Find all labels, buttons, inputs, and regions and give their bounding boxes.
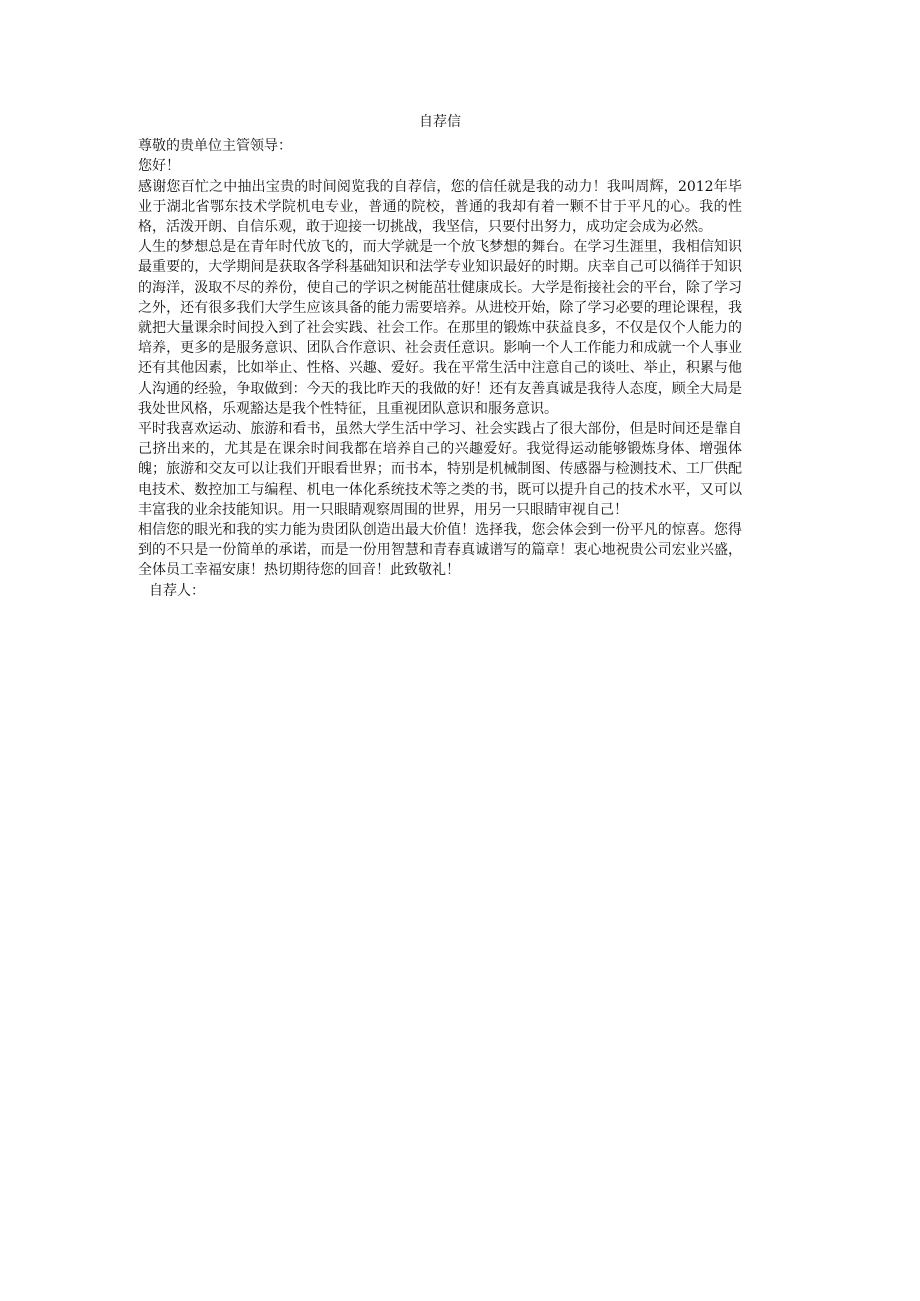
letter-title: 自荐信: [419, 114, 461, 130]
letter-page: [138, 112, 742, 601]
paragraph-university: 人生的梦想总是在青年时代放飞的，而大学就是一个放飞梦想的舞台。在学习生涯里，我相信知识最重要的，大学期间是获取各学科基础知识和法学专业知识最好的时期。庆幸自己可以徜徉于知识的海洋，汲取不尽的养份，使自己的学识之树能茁壮健康成长。大学是衔接社会的平台，除了学习之外，还有很多我们大学生应该具备的能力需要培养。从进校开始，除了学习必要的理论课程，我就把大量课余时间投入到了社会实践、社会工作。在那里的锻炼中获益良多，不仅是仅个人能力的培养，更多的是服务意识、团队合作意识、社会责任意识。影响一个人工作能力和成就一个人事业还有其他因素，比如举止、性格、兴趣、爱好。我在平常生活中注意自己的谈吐、举止，积累与他人沟通的经验，争取做到：今天的我比昨天的我做的好！还有友善真诚是我待人态度，顾全大局是我处世风格，乐观豁达是我个性特征，且重视团队意识和服务意识。: [138, 239, 742, 417]
paragraph-hobbies: 平时我喜欢运动、旅游和看书，虽然大学生活中学习、社会实践占了很大部份，但是时间还是靠自己挤出来的，尤其是在课余时间我都在培养自己的兴趣爱好。我觉得运动能够锻炼身体、增强体魄；旅游和交友可以让我们开眼看世界；而书本，特别是机械制图、传感器与检测技术、工厂供配电技术、数控加工与编程、机电一体化系统技术等之类的书，既可以提升自己的技术水平，又可以丰富我的业余技能知识。用一只眼睛观察周围的世界，用另一只眼睛审视自己！: [138, 421, 742, 518]
greeting: 您好！: [138, 158, 180, 175]
paragraph-closing: 相信您的眼光和我的实力能为贵团队创造出最大价值！选择我，您会体会到一份平凡的惊喜。您得到的不只是一份简单的承诺，而是一份用智慧和青春真诚谱写的篇章！衷心地祝贵公司宏业兴盛，全体员工幸福安康！热切期待您的回音！此致敬礼！: [138, 522, 742, 579]
paragraph-introduction: 感谢您百忙之中抽出宝贵的时间阅览我的自荐信，您的信任就是我的动力！我叫周辉，2012年毕业于湖北省鄂东技术学院机电专业，普通的院校，普通的我却有着一颗不甘于平凡的心。我的性格，活泼开朗、自信乐观，敢于迎接一切挑战，我坚信，只要付出努力，成功定会成为必然。: [138, 178, 742, 236]
salutation: 尊敬的贵单位主管领导：: [138, 138, 292, 155]
signature-label: 自荐人：: [149, 582, 205, 599]
